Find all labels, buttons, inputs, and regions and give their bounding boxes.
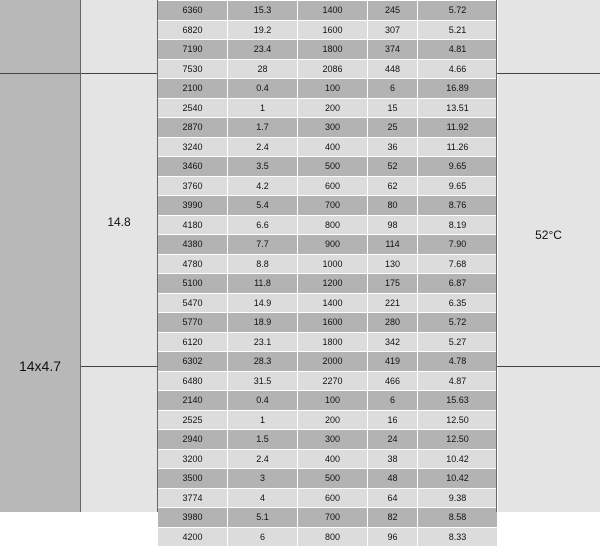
cell-efficiency: 12.50 bbox=[418, 430, 498, 450]
table-row bbox=[158, 313, 498, 333]
cell-power: 14.9 bbox=[228, 293, 298, 313]
table-row bbox=[158, 176, 498, 196]
cell-power: 1.7 bbox=[228, 118, 298, 138]
cell-power: 4 bbox=[228, 488, 298, 508]
cell-torque: 80 bbox=[368, 196, 418, 216]
cell-thrust: 400 bbox=[298, 137, 368, 157]
cell-efficiency: 10.42 bbox=[418, 449, 498, 469]
cell-efficiency: 5.72 bbox=[418, 313, 498, 333]
cell-efficiency: 13.51 bbox=[418, 98, 498, 118]
cell-torque: 466 bbox=[368, 371, 418, 391]
cell-torque: 82 bbox=[368, 508, 418, 528]
cell-efficiency: 4.78 bbox=[418, 352, 498, 372]
table-row bbox=[158, 391, 498, 411]
cell-thrust: 600 bbox=[298, 176, 368, 196]
cell-torque: 16 bbox=[368, 410, 418, 430]
cell-rpm: 3760 bbox=[158, 176, 228, 196]
cell-efficiency: 10.42 bbox=[418, 469, 498, 489]
cell-rpm: 7530 bbox=[158, 59, 228, 79]
cell-thrust: 500 bbox=[298, 469, 368, 489]
table-row bbox=[158, 332, 498, 352]
cell-thrust: 1800 bbox=[298, 332, 368, 352]
table-row bbox=[158, 40, 498, 60]
cell-power: 6 bbox=[228, 527, 298, 547]
group-separator bbox=[0, 73, 157, 74]
cell-torque: 419 bbox=[368, 352, 418, 372]
cell-power: 23.4 bbox=[228, 40, 298, 60]
cell-thrust: 700 bbox=[298, 196, 368, 216]
cell-rpm: 6360 bbox=[158, 1, 228, 21]
table-row bbox=[158, 254, 498, 274]
model-column bbox=[0, 0, 80, 512]
cell-thrust: 800 bbox=[298, 215, 368, 235]
cell-torque: 98 bbox=[368, 215, 418, 235]
cell-rpm: 7190 bbox=[158, 40, 228, 60]
cell-efficiency: 5.21 bbox=[418, 20, 498, 40]
cell-efficiency: 5.27 bbox=[418, 332, 498, 352]
cell-thrust: 300 bbox=[298, 430, 368, 450]
cell-torque: 130 bbox=[368, 254, 418, 274]
cell-thrust: 1400 bbox=[298, 1, 368, 21]
cell-power: 28.3 bbox=[228, 352, 298, 372]
cell-efficiency: 9.38 bbox=[418, 488, 498, 508]
cell-torque: 374 bbox=[368, 40, 418, 60]
temperature-column bbox=[497, 0, 600, 512]
cell-power: 0.4 bbox=[228, 391, 298, 411]
cell-efficiency: 5.72 bbox=[418, 1, 498, 21]
cell-torque: 38 bbox=[368, 449, 418, 469]
cell-rpm: 3774 bbox=[158, 488, 228, 508]
cell-torque: 114 bbox=[368, 235, 418, 255]
cell-torque: 62 bbox=[368, 176, 418, 196]
table-row bbox=[158, 59, 498, 79]
table-row bbox=[158, 527, 498, 547]
cell-power: 31.5 bbox=[228, 371, 298, 391]
cell-power: 15.3 bbox=[228, 1, 298, 21]
table-row bbox=[158, 118, 498, 138]
cell-rpm: 5770 bbox=[158, 313, 228, 333]
cell-thrust: 100 bbox=[298, 79, 368, 99]
cell-rpm: 2525 bbox=[158, 410, 228, 430]
cell-power: 1 bbox=[228, 98, 298, 118]
cell-torque: 448 bbox=[368, 59, 418, 79]
cell-torque: 307 bbox=[368, 20, 418, 40]
table-row bbox=[158, 469, 498, 489]
cell-rpm: 2140 bbox=[158, 391, 228, 411]
cell-efficiency: 4.87 bbox=[418, 371, 498, 391]
cell-rpm: 3990 bbox=[158, 196, 228, 216]
column-divider bbox=[80, 0, 81, 512]
cell-efficiency: 4.66 bbox=[418, 59, 498, 79]
cell-power: 11.8 bbox=[228, 274, 298, 294]
model-label: 14x4.7 bbox=[18, 358, 62, 374]
cell-thrust: 2270 bbox=[298, 371, 368, 391]
cell-rpm: 3460 bbox=[158, 157, 228, 177]
group-separator bbox=[497, 73, 600, 74]
cell-thrust: 900 bbox=[298, 235, 368, 255]
cell-efficiency: 7.90 bbox=[418, 235, 498, 255]
cell-torque: 245 bbox=[368, 1, 418, 21]
cell-rpm: 4180 bbox=[158, 215, 228, 235]
temperature-label: 52°C bbox=[535, 228, 562, 242]
cell-efficiency: 15.63 bbox=[418, 391, 498, 411]
cell-rpm: 6120 bbox=[158, 332, 228, 352]
cell-torque: 36 bbox=[368, 137, 418, 157]
cell-efficiency: 7.68 bbox=[418, 254, 498, 274]
cell-efficiency: 8.76 bbox=[418, 196, 498, 216]
cell-power: 23.1 bbox=[228, 332, 298, 352]
cell-torque: 342 bbox=[368, 332, 418, 352]
cell-thrust: 700 bbox=[298, 508, 368, 528]
table-row bbox=[158, 430, 498, 450]
cell-power: 1 bbox=[228, 410, 298, 430]
cell-rpm: 3240 bbox=[158, 137, 228, 157]
cell-thrust: 1400 bbox=[298, 293, 368, 313]
group-separator bbox=[81, 366, 157, 367]
cell-efficiency: 11.92 bbox=[418, 118, 498, 138]
table-row bbox=[158, 98, 498, 118]
cell-efficiency: 9.65 bbox=[418, 157, 498, 177]
table-row bbox=[158, 449, 498, 469]
performance-table bbox=[157, 0, 498, 547]
column-divider bbox=[157, 0, 158, 512]
cell-efficiency: 8.19 bbox=[418, 215, 498, 235]
cell-torque: 6 bbox=[368, 79, 418, 99]
cell-power: 18.9 bbox=[228, 313, 298, 333]
cell-power: 5.1 bbox=[228, 508, 298, 528]
cell-thrust: 2000 bbox=[298, 352, 368, 372]
cell-thrust: 600 bbox=[298, 488, 368, 508]
cell-thrust: 2086 bbox=[298, 59, 368, 79]
cell-rpm: 2940 bbox=[158, 430, 228, 450]
cell-power: 19.2 bbox=[228, 20, 298, 40]
performance-table-body bbox=[158, 1, 498, 547]
cell-rpm: 2540 bbox=[158, 98, 228, 118]
cell-thrust: 1800 bbox=[298, 40, 368, 60]
table-row bbox=[158, 371, 498, 391]
table-row bbox=[158, 410, 498, 430]
column-divider bbox=[496, 0, 497, 512]
pitch-label: 14.8 bbox=[107, 215, 131, 229]
cell-efficiency: 12.50 bbox=[418, 410, 498, 430]
cell-power: 28 bbox=[228, 59, 298, 79]
cell-efficiency: 9.65 bbox=[418, 176, 498, 196]
cell-thrust: 100 bbox=[298, 391, 368, 411]
cell-torque: 48 bbox=[368, 469, 418, 489]
cell-torque: 64 bbox=[368, 488, 418, 508]
cell-thrust: 200 bbox=[298, 98, 368, 118]
cell-thrust: 800 bbox=[298, 527, 368, 547]
table-row bbox=[158, 20, 498, 40]
table-row bbox=[158, 274, 498, 294]
cell-rpm: 4200 bbox=[158, 527, 228, 547]
cell-efficiency: 8.58 bbox=[418, 508, 498, 528]
cell-power: 8.8 bbox=[228, 254, 298, 274]
cell-thrust: 1600 bbox=[298, 20, 368, 40]
cell-thrust: 300 bbox=[298, 118, 368, 138]
table-row bbox=[158, 79, 498, 99]
table-row bbox=[158, 235, 498, 255]
cell-rpm: 6820 bbox=[158, 20, 228, 40]
cell-rpm: 5100 bbox=[158, 274, 228, 294]
cell-rpm: 2870 bbox=[158, 118, 228, 138]
cell-torque: 15 bbox=[368, 98, 418, 118]
table-row bbox=[158, 293, 498, 313]
cell-power: 1.5 bbox=[228, 430, 298, 450]
cell-rpm: 3500 bbox=[158, 469, 228, 489]
cell-efficiency: 11.26 bbox=[418, 137, 498, 157]
cell-torque: 24 bbox=[368, 430, 418, 450]
cell-rpm: 3200 bbox=[158, 449, 228, 469]
cell-power: 3.5 bbox=[228, 157, 298, 177]
table-row bbox=[158, 215, 498, 235]
cell-torque: 25 bbox=[368, 118, 418, 138]
cell-power: 2.4 bbox=[228, 449, 298, 469]
cell-thrust: 400 bbox=[298, 449, 368, 469]
cell-rpm: 5470 bbox=[158, 293, 228, 313]
cell-power: 5.4 bbox=[228, 196, 298, 216]
table-row bbox=[158, 137, 498, 157]
cell-torque: 280 bbox=[368, 313, 418, 333]
cell-thrust: 1600 bbox=[298, 313, 368, 333]
cell-torque: 96 bbox=[368, 527, 418, 547]
cell-thrust: 1000 bbox=[298, 254, 368, 274]
table-row bbox=[158, 196, 498, 216]
cell-rpm: 6480 bbox=[158, 371, 228, 391]
cell-thrust: 200 bbox=[298, 410, 368, 430]
cell-efficiency: 6.35 bbox=[418, 293, 498, 313]
cell-torque: 6 bbox=[368, 391, 418, 411]
cell-efficiency: 8.33 bbox=[418, 527, 498, 547]
cell-power: 3 bbox=[228, 469, 298, 489]
cell-rpm: 3980 bbox=[158, 508, 228, 528]
cell-thrust: 1200 bbox=[298, 274, 368, 294]
cell-efficiency: 6.87 bbox=[418, 274, 498, 294]
cell-thrust: 500 bbox=[298, 157, 368, 177]
table-row bbox=[158, 508, 498, 528]
cell-rpm: 6302 bbox=[158, 352, 228, 372]
table-row bbox=[158, 157, 498, 177]
cell-efficiency: 4.81 bbox=[418, 40, 498, 60]
group-separator bbox=[497, 366, 600, 367]
cell-power: 7.7 bbox=[228, 235, 298, 255]
table-row bbox=[158, 1, 498, 21]
cell-rpm: 2100 bbox=[158, 79, 228, 99]
cell-torque: 175 bbox=[368, 274, 418, 294]
table-row bbox=[158, 352, 498, 372]
table-row bbox=[158, 488, 498, 508]
cell-power: 4.2 bbox=[228, 176, 298, 196]
cell-power: 0.4 bbox=[228, 79, 298, 99]
cell-rpm: 4780 bbox=[158, 254, 228, 274]
cell-torque: 221 bbox=[368, 293, 418, 313]
cell-torque: 52 bbox=[368, 157, 418, 177]
cell-power: 6.6 bbox=[228, 215, 298, 235]
pitch-column bbox=[81, 0, 157, 512]
cell-power: 2.4 bbox=[228, 137, 298, 157]
cell-efficiency: 16.89 bbox=[418, 79, 498, 99]
cell-rpm: 4380 bbox=[158, 235, 228, 255]
